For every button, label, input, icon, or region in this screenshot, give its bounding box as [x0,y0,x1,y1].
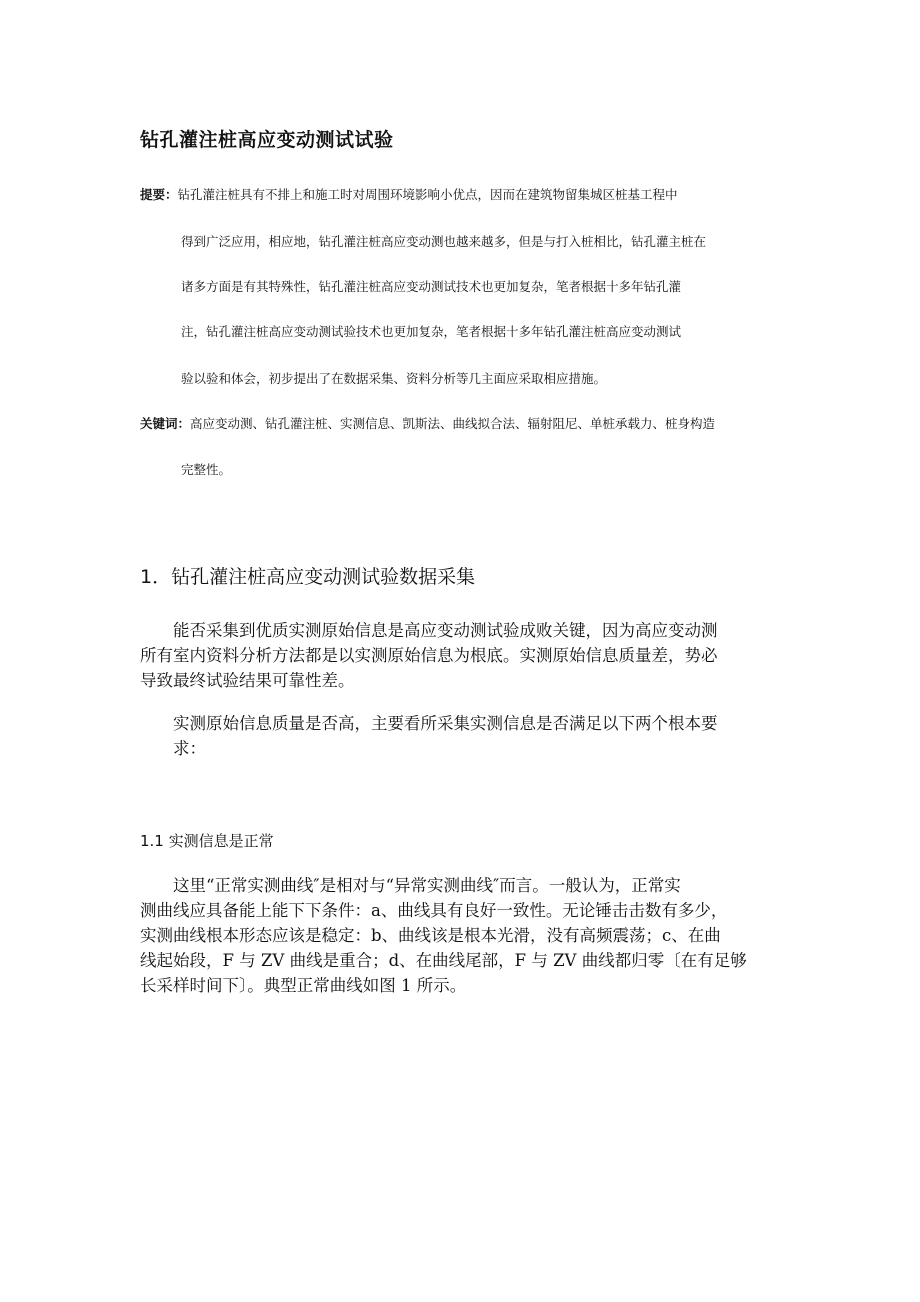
section-heading: 1．钻孔灌注桩高应变动测试验数据采集 [140,566,476,588]
keywords-label: 关键词： [140,416,191,431]
keywords-text: 高应变动测、钻孔灌注桩、实测信息、凯斯法、曲线拟合法、辐射阻尼、单桩承载力、桩身构造 [190,416,716,431]
abstract-label: 提要： [140,187,178,202]
paragraph-line: 能否采集到优质实测原始信息是高应变动测试验成败关键，因为高应变动测 [173,621,718,640]
paragraph-line: 实测曲线根本形态应该是稳定：b、曲线该是根本光滑，没有高频震荡；c、在曲 [140,926,721,945]
keywords-line-2: 完整性。 [181,462,232,477]
abstract-line-3: 诸多方面是有其特殊性，钻孔灌注桩高应变动测试技术也更加复杂，笔者根据十多年钻孔灌 [181,279,682,294]
paragraph-line: 这里“正常实测曲线″是相对与“异常实测曲线″而言。一般认为，正常实 [173,876,681,895]
abstract-line-1 [140,185,678,203]
abstract-text: 钻孔灌注桩具有不排上和施工时对周围环境影响小优点，因而在建筑物留集城区桩基工程中 [177,187,678,202]
document-title: 钻孔灌注桩高应变动测试试验 [140,129,394,151]
keywords-line-1 [140,414,715,432]
abstract-line-2: 得到广泛应用，相应地，钻孔灌注桩高应变动测也越来越多，但是与打入桩相比，钻孔灌主桩在 [181,234,707,249]
abstract-line-4: 注，钻孔灌注桩高应变动测试验技术也更加复杂，笔者根据十多年钻孔灌注桩高应变动测试 [181,324,682,339]
subsection-heading: 1.1 实测信息是正常 [140,832,274,850]
paragraph-line: 导致最终试验结果可靠性差。 [140,671,355,690]
paragraph-line: 实测原始信息质量是否高，主要看所采集实测信息是否满足以下两个根本要 [173,714,718,733]
paragraph-line: 所有室内资料分析方法都是以实测原始信息为根底。实测原始信息质量差，势必 [140,646,718,665]
abstract-line-5: 验以验和体会，初步提出了在数据采集、资料分析等几主面应采取相应措施。 [181,371,607,386]
paragraph-line: 长采样时间下〕。典型正常曲线如图 1 所示。 [140,976,467,995]
paragraph-line: 测曲线应具备能上能下下条件：a、曲线具有良好一致性。无论锤击击数有多少， [140,901,728,920]
section-paragraph [140,711,790,761]
paragraph-line: 线起始段，F 与 ZV 曲线是重合；d、在曲线尾部，F 与 ZV 曲线都归零〔在有足够 [140,951,747,970]
section-paragraph [140,618,790,693]
paragraph-line: 求： [173,739,206,758]
subsection-paragraph [140,873,790,998]
